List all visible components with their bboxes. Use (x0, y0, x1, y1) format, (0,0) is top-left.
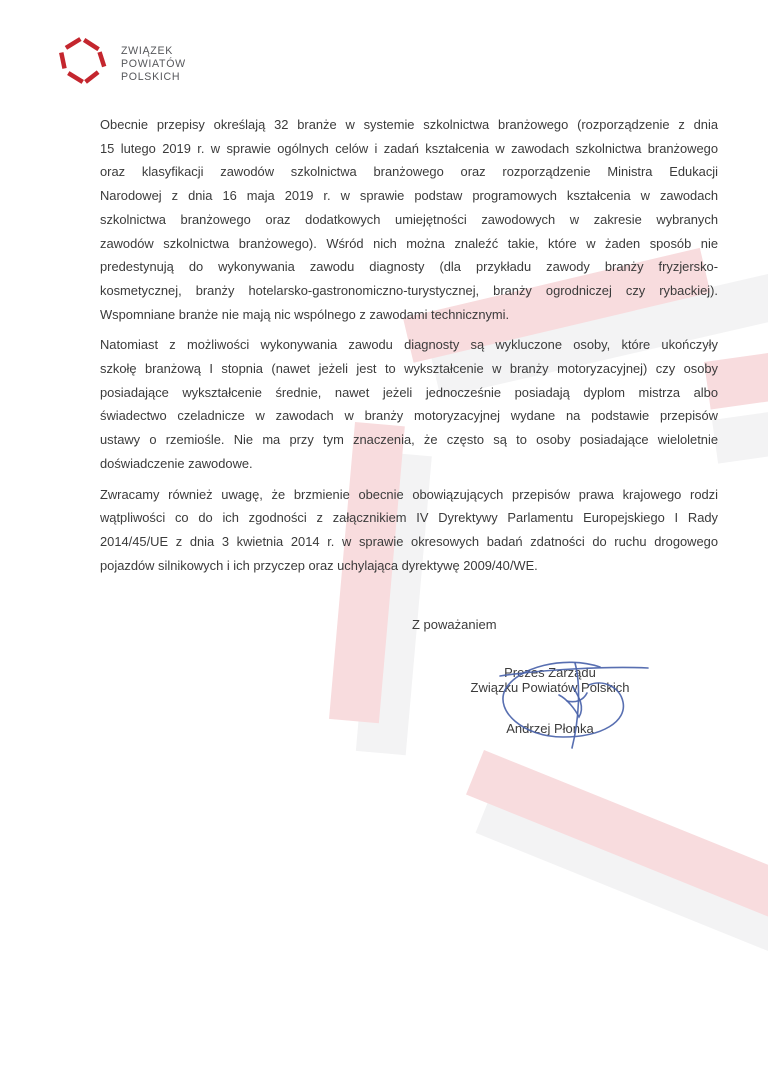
zpp-emblem-icon (58, 34, 114, 86)
text-line: Prezes Zarządu (504, 665, 596, 680)
text-line: Obecnie przepisy określają 32 branże w systemie szkolnictwa branżowego (rozporządzenie z dnia (100, 117, 718, 132)
text-line: Wspomniane branże nie mają nic wspólnego z zawodami technicznymi. (100, 306, 510, 322)
text-line: 15 lutego 2019 r. w sprawie ogólnych celów i zadań kształcenia w zawodach szkolnictwa branżowego (100, 140, 718, 156)
paragraph-1 (100, 113, 718, 326)
org-name-line: POWIATÓW (121, 57, 186, 70)
signer-name: Andrzej Płonka (506, 721, 594, 736)
text-line: szkołę branżową I stopnia (nawet jeżeli jest to wykształcenie w branży motoryzacyjnej) czy osoby (100, 361, 718, 377)
paragraph-3 (100, 483, 718, 578)
org-name-line: POLSKICH (121, 70, 181, 83)
text-line: wątpliwości co do ich zgodności z załącznikiem IV Dyrektywy Parlamentu Europejskiego I Rady (100, 510, 718, 526)
organization-logo (58, 34, 186, 86)
valediction: Z poważaniem (412, 617, 497, 632)
text-line: Narodowej z dnia 16 maja 2019 r. w sprawie podstaw programowych kształcenia w zawodach (100, 188, 718, 204)
handwritten-signature (455, 645, 665, 760)
text-line: świadectwo czeladnicze w zawodach w branży motoryzacyjnej wydane na podstawie przepisów (100, 408, 718, 424)
text-line: doświadczenie zawodowe. (100, 455, 253, 471)
text-line: zawodów szkolnictwa branżowego). Wśród nich można znaleźć takie, które w żaden sposób nie (100, 235, 718, 251)
text-line: kosmetycznej, branży hotelarsko-gastronomiczno-turystycznej, branży ogrodniczej czy rybackiej). (100, 282, 718, 298)
text-line: predestynują do wykonywania zawodu diagnosty (dla przykładu zawody branży fryzjersko- (100, 259, 718, 275)
text-line: ustawy o rzemiośle. Nie ma przy tym znaczenia, że często są to osoby posiadające wieloletnie (100, 432, 718, 448)
text-line: szkolnictwa branżowego oraz dodatkowych umiejętności zawodowych w zakresie wybranych (100, 211, 718, 227)
text-line: posiadające wykształcenie średnie, nawet jeżeli jednocześnie posiadają dyplom mistrza albo (100, 384, 718, 400)
text-line: Natomiast z możliwości wykonywania zawodu diagnosty są wykluczone osoby, które ukończyły (100, 337, 718, 353)
text-line: Zwracamy również uwagę, że brzmienie obecnie obowiązujących przepisów prawa krajowego rodzi (100, 486, 718, 502)
text-line: oraz klasyfikacji zawodów szkolnictwa branżowego oraz rozporządzenie Ministra Edukacji (100, 164, 718, 180)
letter-body (100, 113, 718, 584)
watermark-stroke-right-shadow (712, 405, 768, 464)
text-line: Związku Powiatów Polskich (470, 680, 630, 696)
org-name-line: ZWIĄZEK (121, 45, 173, 57)
organization-name (121, 45, 186, 83)
paragraph-2 (100, 333, 718, 475)
text-line: pojazdów silnikowych i ich przyczep oraz uchylająca dyrektywę 2009/40/WE. (100, 557, 538, 573)
text-line: 2014/45/UE z dnia 3 kwietnia 2014 r. w sprawie okresowych badań zdatności do ruchu drogowego (100, 533, 718, 549)
